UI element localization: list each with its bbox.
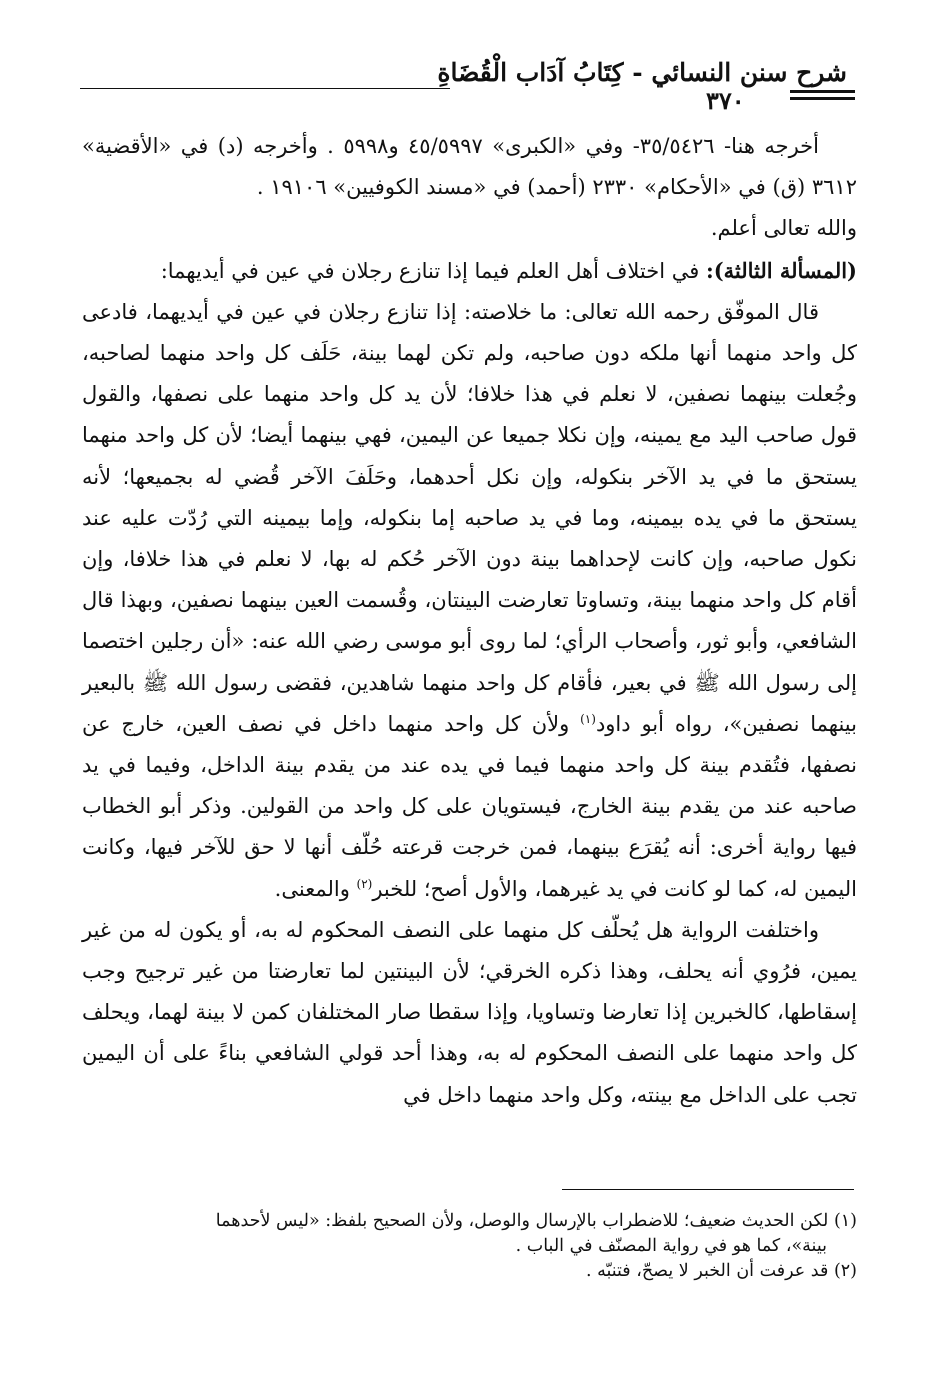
header-rule	[80, 88, 450, 89]
footnote-1-marker: (١)	[833, 1211, 857, 1231]
footnote-1-text: لكن الحديث ضعيف؛ للاضطراب بالإرسال والوصل، ولأن الصحيح بلفظ: «ليس لأحدهما	[215, 1211, 829, 1231]
footnote-2	[82, 1259, 857, 1284]
footnote-2-text: قد عرفت أن الخبر لا يصحّ، فتنبّه .	[585, 1261, 829, 1281]
footnote-1	[82, 1209, 857, 1234]
page-number: ٣٧٠	[706, 86, 745, 115]
section-heading: (المسألة الثالثة):	[705, 257, 857, 283]
paragraph-muwaffaq-part-2: ولأن كل واحد منهما داخل في نصف العين، خارج عن نصفها، فتُقدم بينة كل واحد منهما فيما في يده عند من يقدم بينة الداخل، وفيما في يد صاحبه عند من يقدم بينة الخارج، فيستويان على كل واحد من القولين. وذكر أبو الخطاب فيها رواية أخرى: أنه يُقرَع بينهما، فمن خرجت قرعته حُلّف أنها لا حق للآخر فيها، وكانت اليمين له، كما لو كانت في يد غيرهما، والأول أصح؛ للخبر	[82, 711, 857, 901]
footnotes	[82, 1209, 857, 1284]
footnote-ref-1: (١)	[580, 711, 596, 726]
paragraph-riwaya: واختلفت الرواية هل يُحلّف كل منهما على النصف المحكوم له به، أو يكون له من غير يمين، فرُوي أنه يحلف، وهذا ذكره الخرقي؛ لأن البينتين لما تعارضتا من غير ترجيح وجب إسقاطها، كالخبرين إذا تعارضا وتساويا، وإذا سقطا صار المختلفان كمن لا بينة لهما، ويحلف كل واحد منهما على النصف المحكوم له به، وهذا أحد قولي الشافعي بناءً على أن اليمين تجب على الداخل مع بينته، وكل واحد منهما داخل في	[82, 917, 857, 1107]
main-text	[82, 126, 857, 1116]
paragraph-muwaffaq-part-1: قال الموفّق رحمه الله تعالى: ما خلاصته: إذا تنازع رجلان في عين في أيديهما، فادعى كل واحد منهما أنها ملكه دون صاحبه، ولم تكن لهما بينة، حَلَف كل واحد منهما لصاحبه، وجُعلت بينهما نصفين، لا نعلم في هذا خلافا؛ لأن يد كل واحد منهما على نصفها، والقول قول صاحب اليد مع يمينه، وإن نكلا جميعا عن اليمين، فهي بينهما أيضا؛ لأن كل واحد منهما يستحق ما في يد الآخر بنكوله، وإن نكل أحدهما، وحَلَفَ الآخر قُضي له بجميعها؛ لأنه يستحق ما في يده بيمينه، وما في يد صاحبه إما بنكوله، وإما بيمينه التي رُدّت عليه عند نكول صاحبه، وإن كانت لإحداهما بينة دون الآخر حُكم له بها، لا نعلم في هذا خلافا، وإن أقام كل واحد منهما بينة، وتساوتا تعارضت البينتان، وقُسمت العين بينهما نصفين، وبهذا قال الشافعي، وأبو ثور، وأصحاب الرأي؛ لما روى أبو موسى رضي الله عنه: «أن رجلين اختصما إلى رسول الله ﷺ في بعير، فأقام كل واحد منهما شاهدين، فقضى رسول الله ﷺ بالبعير بينهما نصفين»، رواه أبو داود	[82, 299, 857, 736]
paragraph-muwaffaq	[82, 292, 857, 910]
running-header-title: شرح سنن النسائي - كِتَابُ آدَاب الْقُضَاةِ	[437, 58, 847, 87]
paragraph-muwaffaq-part-3: والمعنى.	[274, 876, 357, 901]
footnote-2-marker: (٢)	[833, 1261, 857, 1281]
paragraph-closing: والله تعالى أعلم.	[710, 216, 857, 241]
paragraph-issue-three	[82, 250, 857, 292]
paragraph-takhrij: أخرجه هنا- ٣٥/٥٤٢٦- وفي «الكبرى» ٤٥/٥٩٩٧ و٥٩٩٨ . وأخرجه (د) في «الأقضية» ٣٦١٢ (ق) في «الأحكام» ٢٣٣٠ (أحمد) في «مسند الكوفيين» ١٩١٠٦ .	[82, 134, 857, 200]
section-heading-text: في اختلاف أهل العلم فيما إذا تنازع رجلان في عين في أيديهما:	[160, 258, 706, 283]
footnote-ref-2: (٢)	[356, 876, 373, 891]
footnote-1-continued: بينة»، كما هو في رواية المصنّف في الباب .	[515, 1236, 827, 1256]
footnote-rule	[562, 1189, 854, 1190]
page-number-rules	[790, 90, 855, 104]
